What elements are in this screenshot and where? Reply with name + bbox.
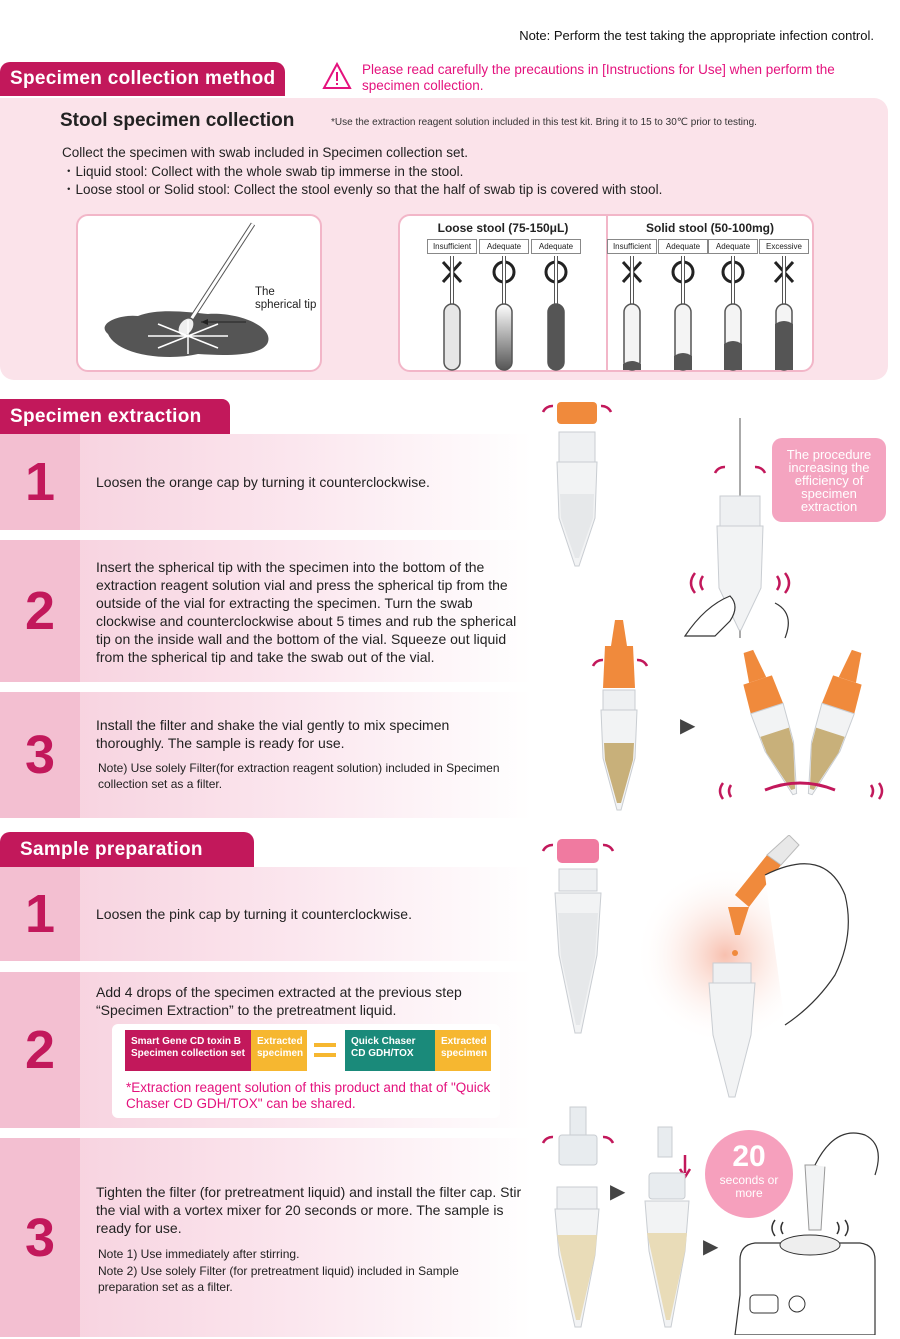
preparation-step-3	[0, 1138, 532, 1337]
svg-text:▶: ▶	[680, 713, 696, 737]
badge-text: seconds or more	[719, 1173, 779, 1200]
solid-stool-label: Adequate	[658, 239, 708, 254]
quick-chaser-label: Quick Chaser CD GDH/TOX	[345, 1030, 435, 1071]
extracted-specimen-label: Extracted specimen	[251, 1030, 307, 1071]
step-number: 2	[0, 972, 80, 1128]
vial-pink-cap-icon	[543, 839, 613, 1033]
collection-warning	[322, 62, 882, 94]
adding-drops-illustration	[635, 835, 848, 1097]
step-text: Add 4 drops of the specimen extracted at the previous step “Specimen Extraction” to the pretreatment liquid.	[96, 984, 462, 1018]
step-text: Loosen the orange cap by turning it counterclockwise.	[96, 474, 430, 490]
swab-illustration-panel	[76, 214, 322, 372]
step-number: 1	[0, 434, 80, 530]
smart-gene-label: Smart Gene CD toxin B Specimen collection set	[125, 1030, 251, 1071]
infection-control-note: Note: Perform the test taking the appropriate infection control.	[519, 28, 874, 43]
swab-example-icon	[536, 256, 576, 374]
efficiency-callout: The procedure increasing the efficiency of specimen extraction	[772, 438, 886, 522]
step-number: 2	[0, 540, 80, 682]
extraction-step-1	[0, 434, 532, 530]
step-text: Loosen the pink cap by turning it counterclockwise.	[96, 906, 412, 922]
swab-example-icon	[713, 256, 753, 374]
collection-line: Collect the specimen with swab included in Specimen collection set.	[62, 145, 468, 160]
collection-header: Specimen collection method	[0, 62, 285, 96]
step-number: 1	[0, 867, 80, 961]
spherical-tip-label: The spherical tip	[255, 286, 317, 311]
step-note-text: Note 2) Use solely Filter (for pretreatment liquid) included in Sample preparation set as a filter.	[98, 1264, 459, 1294]
warning-text: Please read carefully the precautions in [Instructions for Use] when perform the specimen collection.	[362, 62, 835, 93]
loose-stool-title: Loose stool (75-150μL)	[437, 221, 569, 235]
stool-collection-title: Stool specimen collection	[60, 110, 295, 131]
preparation-step-1	[0, 867, 532, 961]
solid-stool-label: Excessive	[759, 239, 809, 254]
step-text: Tighten the filter (for pretreatment liquid) and install the filter cap. Stir the vial with a vortex mixer for 20 seconds or more. The sample is ready for use.	[96, 1184, 522, 1236]
shared-reagent-note: *Extraction reagent solution of this product and that of "Quick Chaser CD GDH/TOX" can be shared.	[126, 1080, 491, 1111]
swab-in-vial-illustration	[685, 418, 789, 638]
collection-line: ・Loose stool or Solid stool: Collect the stool evenly so that the half of swab tip is covered with stool.	[62, 182, 663, 197]
swab-example-icon	[612, 256, 652, 374]
svg-text:▶: ▶	[703, 1234, 719, 1258]
warning-icon	[322, 62, 352, 90]
solid-stool-title: Solid stool (50-100mg)	[645, 221, 775, 235]
step-note	[98, 1263, 518, 1295]
extraction-equivalence-box	[112, 1024, 500, 1118]
loose-stool-label: Adequate	[479, 239, 529, 254]
step-note: Note) Use solely Filter(for extraction reagent solution) included in Specimen collection set as a filter.	[98, 761, 500, 791]
extraction-step-3	[0, 692, 532, 818]
svg-text:▶: ▶	[610, 1179, 626, 1203]
extracted-specimen-label: Extracted specimen	[435, 1030, 491, 1071]
vial-with-filter-illustration	[593, 620, 882, 810]
solid-stool-label: Insufficient	[607, 239, 657, 254]
vial-orange-cap-icon	[543, 402, 611, 566]
swab-example-icon	[484, 256, 524, 374]
step-text: Insert the spherical tip with the specimen into the bottom of the extraction reagent solution vial and press the spherical tip from the outside of the vial for extracting the specimen. Turn the swab clockwise and counterclockwise about 5 times and rub the spherical tip on the inside wall and the bottom of the vial. Squeeze out liquid from the spherical tip and take the swab out of the vial.	[96, 559, 517, 665]
stool-amount-panel	[398, 214, 814, 372]
preparation-header: Sample preparation	[0, 832, 254, 867]
swab-example-icon	[764, 256, 804, 374]
swab-example-icon	[432, 256, 472, 374]
step-text: Install the filter and shake the vial gently to mix specimen thoroughly. The sample is ready for use.	[96, 717, 450, 751]
swab-example-icon	[663, 256, 703, 374]
step-note: Note 1) Use immediately after stirring.	[98, 1247, 300, 1261]
collection-instructions	[62, 144, 662, 200]
stool-collection-subtitle: *Use the extraction reagent solution included in this test kit. Bring it to 15 to 30℃ prior to testing.	[331, 117, 757, 128]
preparation-illustrations	[535, 835, 895, 1335]
time-badge	[705, 1130, 793, 1218]
step-number: 3	[0, 1138, 80, 1337]
step-number: 3	[0, 692, 80, 818]
equals-icon	[312, 1038, 340, 1064]
loose-stool-label: Adequate	[531, 239, 581, 254]
extraction-step-2	[0, 540, 532, 682]
extraction-header: Specimen extraction	[0, 399, 230, 434]
badge-number: 20	[732, 1140, 766, 1173]
extraction-illustrations	[535, 398, 895, 818]
solid-stool-label: Adequate	[708, 239, 758, 254]
collection-line: ・Liquid stool: Collect with the whole swab tip immerse in the stool.	[62, 163, 464, 179]
filter-cap-illustration	[543, 1107, 719, 1327]
loose-stool-label: Insufficient	[427, 239, 477, 254]
